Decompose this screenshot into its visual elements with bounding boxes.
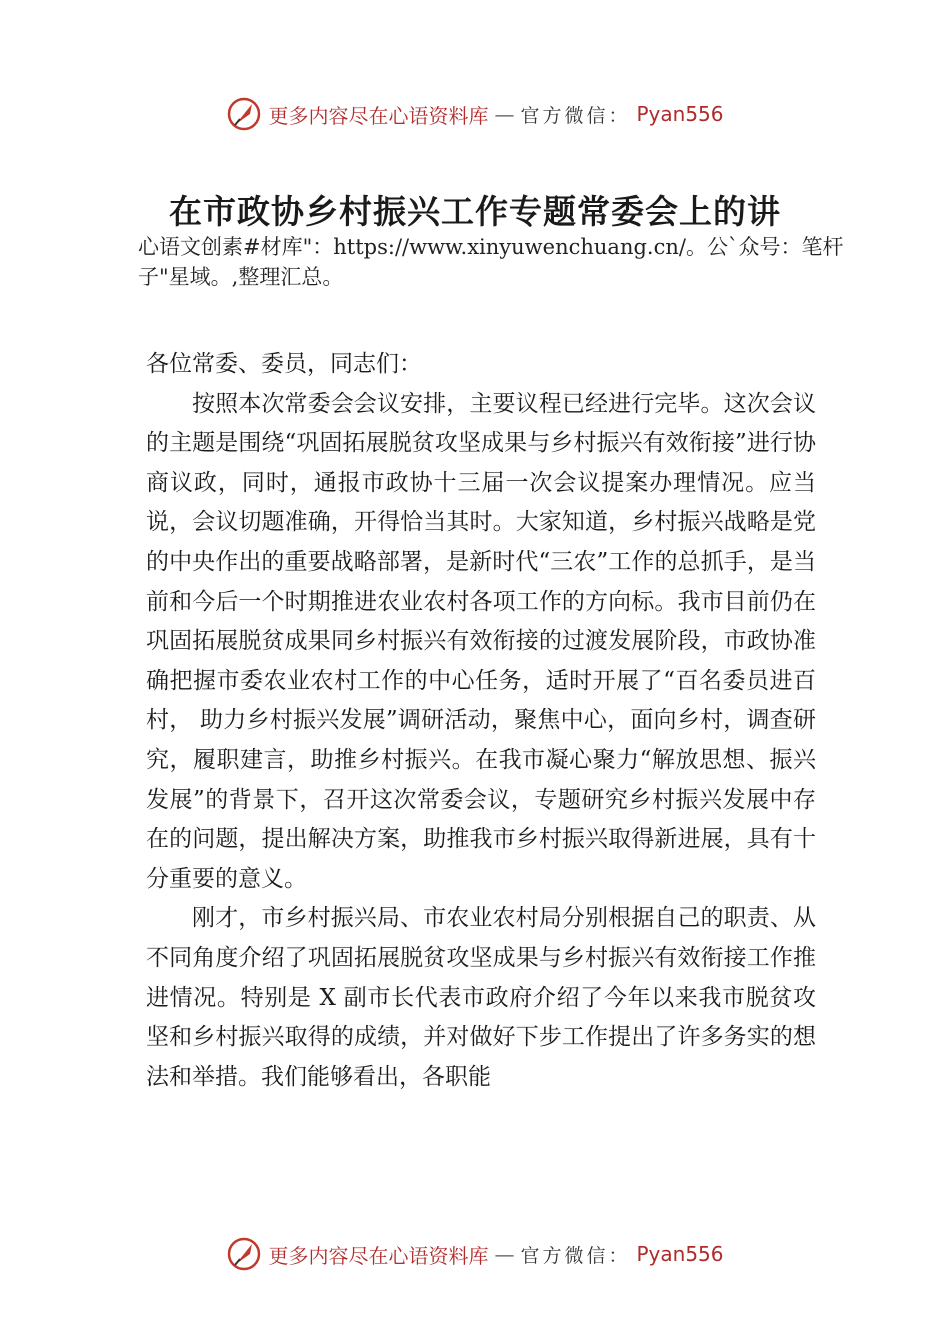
banner-label: 官方微信： <box>520 104 631 127</box>
paragraph: 刚才，市乡村振兴局、市农业农村局分别根据自己的职责、从不同角度介绍了巩固拓展脱贫攻坚成果与乡村振兴有效衔接工作推进情况。特别是 X 副市长代表市政府介绍了今年以来我市脱贫攻坚和乡村振兴取得的成绩，并对做好下步工作提出了许多务实的想法和举措。我们能够看出，各职能 <box>146 905 816 1090</box>
paragraph: 按照本次常委会会议安排，主要议程已经进行完毕。这次会议的主题是围绕“巩固拓展脱贫攻坚成果与乡村振兴有效衔接”进行协商议政，同时，通报市政协十三届一次会议提案办理情况。应当说，会议切题准确，开得恰当其时。大家知道，乡村振兴战略是党的中央作出的重要战略部署，是新时代“三农”工作的总抓手，是当前和今后一个时期推进农业农村各项工作的方向标。我市目前仍在巩固拓展脱贫成果同乡村振兴有效衔接的过渡发展阶段，市政协准确把握市委农业农村工作的中心任务，适时开展了“百名委员进百村， 助力乡村振兴发展”调研活动，聚焦中心，面向乡村，调查研究，履职建言，助推乡村振兴。在我市凝心聚力“解放思想、振兴发展”的背景下，召开这次常委会议，专题研究乡村振兴发展中存在的问题，提出解决方案，助推我市乡村振兴取得新进展，具有十分重要的意义。 <box>146 390 816 892</box>
greeting: 各位常委、委员，同志们： <box>146 351 422 377</box>
banner-wechat-id: Pyan556 <box>636 102 724 126</box>
banner-separator: — <box>494 102 515 126</box>
quill-logo-icon <box>226 1236 262 1272</box>
footer-banner <box>0 1232 950 1276</box>
banner-slogan: 更多内容尽在心语资料库 <box>268 1243 489 1268</box>
document-body <box>146 345 816 1097</box>
banner-separator: — <box>494 1242 515 1266</box>
banner-label: 官方微信： <box>520 1244 631 1267</box>
banner-slogan: 更多内容尽在心语资料库 <box>268 103 489 128</box>
source-note: 心语文创素#材库"：https://www.xinyuwenchuang.cn/。公`众号：笔杆子"星域。,整理汇总。 <box>138 235 844 289</box>
banner-wechat-id: Pyan556 <box>636 1242 724 1266</box>
header-banner <box>0 92 950 136</box>
document-title: 在市政协乡村振兴工作专题常委会上的讲 <box>169 192 781 231</box>
quill-logo-icon <box>226 96 262 132</box>
